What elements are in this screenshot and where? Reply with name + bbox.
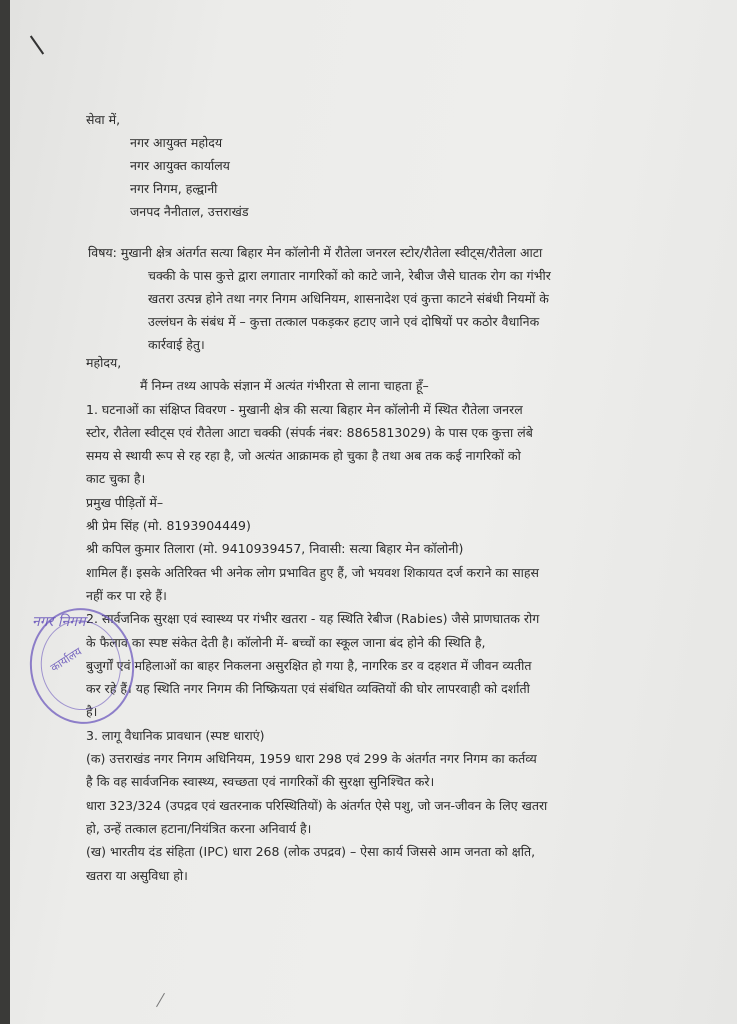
pen-mark: [156, 993, 165, 1007]
body-line: श्री प्रेम सिंह (मो. 8193904449): [86, 518, 251, 534]
body-line: खतरा या असुविधा हो।: [86, 867, 188, 883]
address-line: नगर आयुक्त कार्यालय: [130, 158, 230, 173]
body-line: है।: [86, 704, 98, 720]
body-line: नहीं कर पा रहे हैं।: [86, 587, 167, 603]
subject-block: [88, 241, 668, 356]
body-line: प्रमुख पीड़ितों में–: [86, 494, 164, 510]
body-line: (क) उत्तराखंड नगर निगम अधिनियम, 1959 धारा 298 एवं 299 के अंतर्गत नगर निगम का कर्तव्य: [86, 751, 537, 767]
body-line: 2. सार्वजनिक सुरक्षा एवं स्वास्थ्य पर गंभीर खतरा - यह स्थिति रेबीज (Rabies) जैसे प्राणघातक रोग: [86, 611, 540, 627]
body-line: है कि वह सार्वजनिक स्वास्थ्य, स्वच्छता एवं नागरिकों की सुरक्षा सुनिश्चित करे।: [86, 774, 435, 790]
body-line: समय से स्थायी रूप से रह रहा है, जो अत्यंत आक्रामक हो चुका है तथा अब तक कई नागरिकों को: [86, 448, 521, 464]
body-line: स्टोर, रौतेला स्वीट्स एवं रौतेला आटा चक्की (संपर्क नंबर: 8865813029) के पास एक कुत्ता लंबे: [86, 424, 533, 440]
stamp-text: कार्यालय: [48, 644, 85, 675]
letter-page: [10, 0, 737, 1024]
letter-body: [86, 351, 686, 887]
subject-line: विषय: मुखानी क्षेत्र अंतर्गत सत्या बिहार मेन कॉलोनी में रौतेला जनरल स्टोर/रौतेला स्वीट्स/रौतेला आटा: [88, 245, 543, 260]
body-line: के फैलाव का स्पष्ट संकेत देती है। कॉलोनी में- बच्चों का स्कूल जाना बंद होने की स्थिति है,: [86, 634, 486, 650]
body-line: 1. घटनाओं का संक्षिप्त विवरण - मुखानी क्षेत्र की सत्या बिहार मेन कॉलोनी में स्थित रौतेला जनरल: [86, 401, 523, 417]
subject-line: चक्की के पास कुत्ते द्वारा लगातार नागरिकों को काटे जाने, रेबीज जैसे घातक रोग का गंभीर: [148, 268, 551, 283]
salutation: सेवा में,: [86, 112, 121, 127]
body-line: कर रहे हैं। यह स्थिति नगर निगम की निष्क्रियता एवं संबंधित व्यक्तियों की घोर लापरवाही को दर्शाती: [86, 681, 530, 697]
body-line: श्री कपिल कुमार तिलारा (मो. 9410939457, निवासी: सत्या बिहार मेन कॉलोनी): [86, 541, 464, 557]
address-line: नगर आयुक्त महोदय: [130, 135, 223, 150]
body-line: हो, उन्हें तत्काल हटाना/नियंत्रित करना अनिवार्य है।: [86, 820, 312, 836]
intro: मैं निम्न तथ्य आपके संज्ञान में अत्यंत गंभीरता से लाना चाहता हूँ–: [140, 378, 429, 394]
body-line: बुजुर्गों एवं महिलाओं का बाहर निकलना असुरक्षित हो गया है, नागरिक डर व दहशत में जीवन व्यतीत: [86, 657, 532, 673]
body-line: (ख) भारतीय दंड संहिता (IPC) धारा 268 (लोक उपद्रव) – ऐसा कार्य जिससे आम जनता को क्षति,: [86, 844, 536, 860]
greeting: महोदय,: [86, 355, 122, 370]
body-line: धारा 323/324 (उपद्रव एवं खतरनाक परिस्थितियों) के अंतर्गत ऐसे पशु, जो जन-जीवन के लिए खतरा: [86, 797, 548, 813]
body-line: 3. लागू वैधानिक प्रावधान (स्पष्ट धाराएं): [86, 727, 265, 743]
subject-line: खतरा उत्पन्न होने तथा नगर निगम अधिनियम, शासनादेश एवं कुत्ता काटने संबंधी नियमों के: [148, 291, 549, 306]
subject-line: उल्लंघन के संबंध में – कुत्ता तत्काल पकड़कर हटाए जाने एवं दोषियों पर कठोर वैधानिक: [148, 314, 540, 329]
address-block: [86, 108, 249, 223]
subject-line: कार्रवाई हेतु।: [148, 337, 205, 352]
address-line: जनपद नैनीताल, उत्तराखंड: [130, 204, 249, 219]
address-line: नगर निगम, हल्द्वानी: [130, 181, 218, 196]
body-line: काट चुका है।: [86, 471, 146, 487]
body-line: शामिल हैं। इसके अतिरिक्त भी अनेक लोग प्रभावित हुए हैं, जो भयवश शिकायत दर्ज कराने का साहस: [86, 564, 539, 580]
pen-mark: [30, 35, 44, 54]
stamp-signature: नगर निगम: [32, 614, 86, 630]
